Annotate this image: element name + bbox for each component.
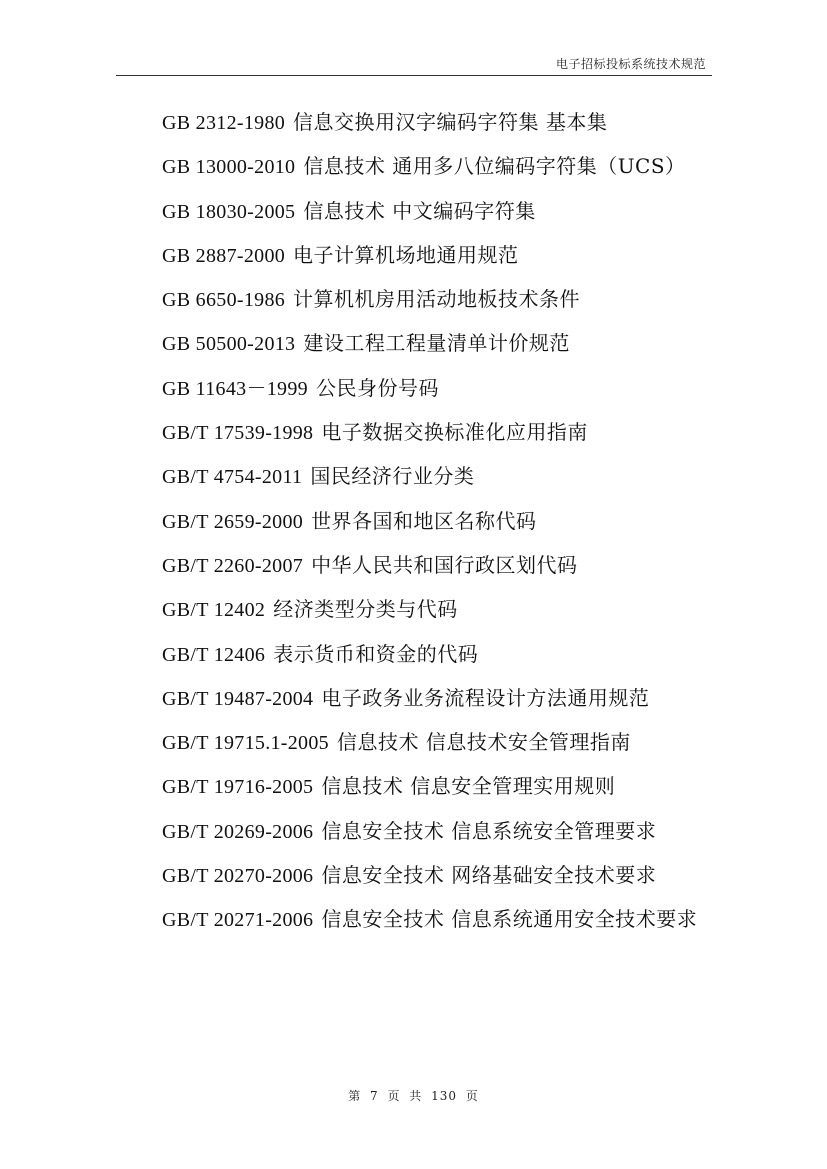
standard-entry [118,677,706,721]
standard-entry [118,898,706,942]
standard-title: 电子数据交换标准化应用指南 [321,420,588,445]
standard-title: 世界各国和地区名称代码 [311,508,537,533]
standard-code: GB/T 19715.1-2005 [162,732,329,755]
standard-title: 国民经济行业分类 [310,464,475,489]
standard-title: 信息安全技术 信息系统通用安全技术要求 [321,907,698,932]
page-number-footer: 第 7 页 共 130 页 [348,1089,479,1103]
standard-code: GB 13000-2010 [162,156,296,179]
standard-title: 表示货币和资金的代码 [273,641,479,666]
standard-code: GB 11643－1999 [162,377,308,400]
standard-title: 信息技术 信息安全管理实用规则 [321,774,616,799]
standard-entry [118,765,706,809]
standard-entry [118,588,706,632]
standard-code: GB 50500-2013 [162,333,296,356]
standard-entry [118,145,706,189]
standard-entry [118,633,706,677]
standard-entry [118,721,706,765]
standard-title: 中华人民共和国行政区划代码 [311,552,578,577]
standard-code: GB/T 2659-2000 [162,510,304,533]
standard-title: 公民身份号码 [315,375,439,400]
standard-code: GB/T 20269-2006 [162,820,314,843]
standard-entry [118,455,706,499]
standard-entry [118,190,706,234]
standards-list [118,101,706,943]
standard-title: 信息安全技术 信息系统安全管理要求 [321,818,657,843]
standard-title: 信息交换用汉字编码字符集 基本集 [293,110,608,134]
standard-code: GB/T 19716-2005 [162,776,314,799]
standard-entry [118,367,706,411]
standard-entry [118,278,706,322]
standard-code: GB/T 2260-2007 [162,554,304,577]
standard-code: GB/T 19487-2004 [162,687,314,710]
running-header-title: 电子招标投标系统技术规范 [555,57,706,71]
standard-entry [118,854,706,898]
standard-entry [118,810,706,854]
standard-code: GB 6650-1986 [162,289,286,312]
standard-code: GB/T 20270-2006 [162,865,314,888]
standard-code: GB/T 12402 [162,599,266,622]
standard-title: 电子政务业务流程设计方法通用规范 [321,685,650,710]
standard-title: 建设工程工程量清单计价规范 [303,331,570,356]
standard-entry [118,544,706,588]
standard-title: 信息技术 中文编码字符集 [303,198,536,223]
header-divider [116,75,712,76]
standard-entry [118,234,706,278]
standard-title: 电子计算机场地通用规范 [293,242,519,267]
standard-entry [118,322,706,366]
standard-title: 信息技术 信息技术安全管理指南 [336,730,631,755]
standard-code: GB 2887-2000 [162,244,286,267]
standard-title: 信息安全技术 网络基础安全技术要求 [321,863,657,888]
standard-title: 信息技术 通用多八位编码字符集（UCS） [303,154,686,179]
standard-code: GB/T 17539-1998 [162,422,314,445]
standard-entry [118,411,706,455]
standard-code: GB/T 12406 [162,643,266,666]
standard-code: GB/T 4754-2011 [162,466,303,489]
standard-title: 经济类型分类与代码 [273,597,458,622]
standard-code: GB 2312-1980 [162,112,286,134]
standard-entry [118,500,706,544]
standard-code: GB 18030-2005 [162,200,296,223]
standard-title: 计算机机房用活动地板技术条件 [293,287,581,312]
standard-code: GB/T 20271-2006 [162,909,314,932]
standard-entry [118,101,706,145]
